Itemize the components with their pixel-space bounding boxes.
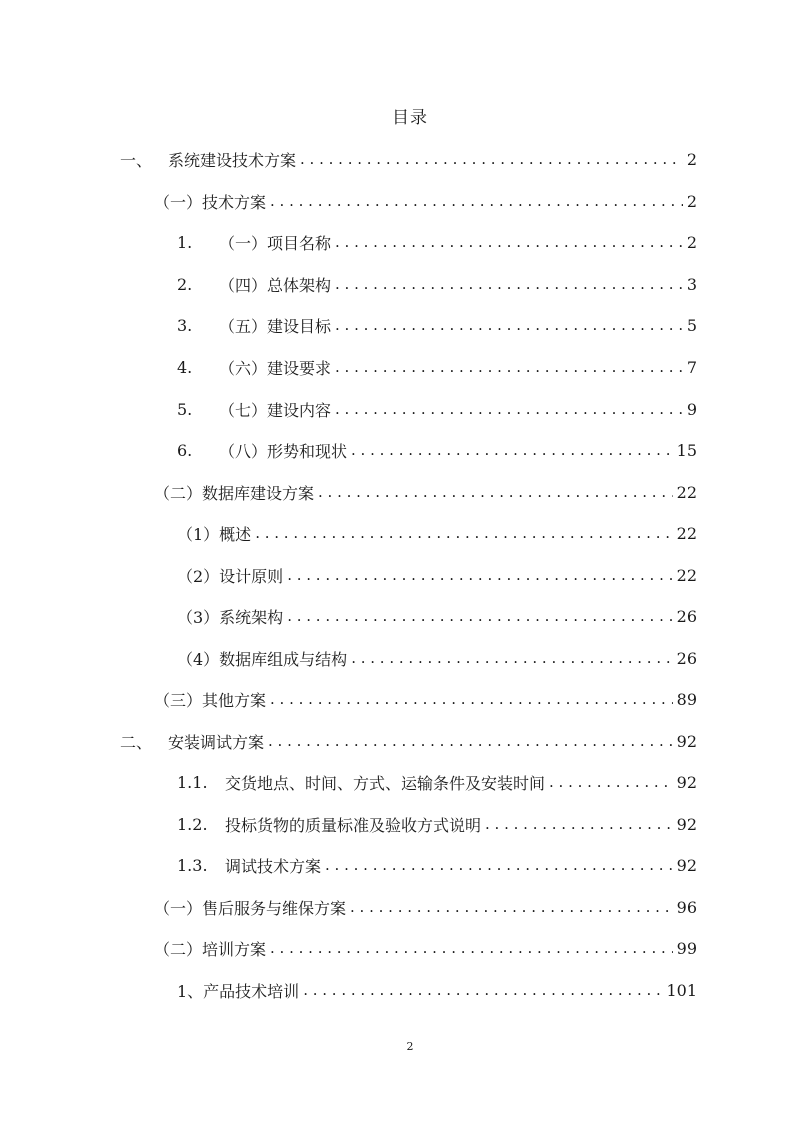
toc-leader-dots	[287, 563, 672, 587]
toc-entry[interactable]	[177, 397, 697, 421]
toc-entry-label: （一）技术方案	[154, 192, 267, 212]
toc-leader-dots	[287, 604, 672, 628]
toc-entry[interactable]	[177, 604, 697, 628]
toc-entry-label: （一）售后服务与维保方案	[154, 898, 347, 918]
toc-leader-dots	[335, 355, 683, 379]
toc-leader-dots	[318, 480, 673, 504]
toc-entry[interactable]	[177, 521, 697, 545]
toc-entry[interactable]	[177, 812, 697, 836]
toc-entry[interactable]	[154, 189, 697, 213]
toc-entry-label: （四）总体架构	[219, 275, 332, 295]
toc-leader-dots	[270, 936, 673, 960]
toc-entry-label: （1）概述	[177, 524, 252, 544]
toc-entry-page: 26	[676, 606, 697, 626]
toc-leader-dots	[303, 978, 662, 1002]
toc-entry-page: 2	[686, 232, 697, 252]
toc-entry-label: 交货地点、时间、方式、运输条件及安装时间	[225, 773, 546, 793]
toc-entry-page: 22	[676, 565, 697, 585]
toc-entry-page: 22	[676, 482, 697, 502]
toc-entry[interactable]	[154, 480, 697, 504]
toc-entry[interactable]	[177, 978, 697, 1002]
toc-leader-dots	[485, 812, 673, 836]
toc-leader-dots	[335, 313, 683, 337]
toc-entry-label: （七）建设内容	[219, 400, 332, 420]
toc-entry[interactable]	[154, 936, 697, 960]
toc-entry-label: （2）设计原则	[177, 566, 284, 586]
toc-entry-page: 92	[676, 814, 697, 834]
toc-entry-page: 101	[666, 980, 697, 1000]
toc-entry[interactable]	[177, 272, 697, 296]
toc-entry-label: 投标货物的质量标准及验收方式说明	[225, 815, 482, 835]
toc-entry[interactable]	[177, 313, 697, 337]
toc-entry-number: 5.	[177, 399, 193, 419]
toc-entry[interactable]	[177, 770, 697, 794]
toc-entry-number: 6.	[177, 440, 193, 460]
toc-entry-page: 92	[676, 731, 697, 751]
toc-entry-page: 2	[686, 191, 697, 211]
toc-entry-label: （八）形势和现状	[219, 441, 348, 461]
toc-leader-dots	[325, 853, 673, 877]
toc-leader-dots	[335, 397, 683, 421]
toc-leader-dots	[351, 646, 672, 670]
toc-leader-dots	[270, 687, 673, 711]
toc-entry-page: 5	[686, 315, 697, 335]
toc-entry[interactable]	[120, 729, 697, 753]
toc-entry-page: 26	[676, 648, 697, 668]
toc-entry-page: 2	[686, 149, 697, 169]
toc-entry[interactable]	[177, 230, 697, 254]
toc-leader-dots	[335, 272, 683, 296]
toc-entry-page: 22	[676, 523, 697, 543]
toc-entry-page: 7	[686, 357, 697, 377]
toc-entry[interactable]	[120, 147, 697, 171]
toc-leader-dots	[351, 438, 673, 462]
toc-entry-number: 一、	[120, 150, 153, 170]
toc-entry-label: （一）项目名称	[219, 233, 332, 253]
toc-entry-page: 99	[676, 938, 697, 958]
toc-entry[interactable]	[154, 895, 697, 919]
toc-entry[interactable]	[177, 438, 697, 462]
toc-entry-number: 2.	[177, 274, 193, 294]
toc-entry[interactable]	[177, 563, 697, 587]
toc-entry-number: 1.1.	[177, 772, 208, 792]
toc-entry-label: 调试技术方案	[225, 856, 322, 876]
toc-entry-label: （三）其他方案	[154, 690, 267, 710]
toc-entry-label: （4）数据库组成与结构	[177, 649, 348, 669]
toc-entry-number: 1.2.	[177, 814, 208, 834]
toc-entry[interactable]	[154, 687, 697, 711]
toc-leader-dots	[255, 521, 672, 545]
toc-entry-page: 96	[676, 897, 697, 917]
toc-leader-dots	[549, 770, 673, 794]
toc-entry-label: （二）数据库建设方案	[154, 483, 315, 503]
toc-entry[interactable]	[177, 853, 697, 877]
toc-entry-page: 3	[686, 274, 697, 294]
toc-leader-dots	[270, 189, 683, 213]
toc-entry[interactable]	[177, 355, 697, 379]
toc-title: 目录	[392, 108, 428, 128]
toc-entry-page: 15	[676, 440, 697, 460]
toc-entry-label: 1、产品技术培训	[177, 981, 300, 1001]
toc-entry-label: 系统建设技术方案	[168, 150, 297, 170]
toc-entry-page: 92	[676, 855, 697, 875]
toc-entry-label: （3）系统架构	[177, 607, 284, 627]
toc-entry-number: 1.3.	[177, 855, 208, 875]
toc-leader-dots	[335, 230, 683, 254]
toc-entry-label: （五）建设目标	[219, 316, 332, 336]
toc-entry[interactable]	[177, 646, 697, 670]
toc-leader-dots	[268, 729, 673, 753]
toc-entry-label: （二）培训方案	[154, 939, 267, 959]
toc-entry-page: 92	[676, 772, 697, 792]
toc-entry-page: 9	[686, 399, 697, 419]
toc-entry-number: 4.	[177, 357, 193, 377]
toc-leader-dots	[300, 147, 683, 171]
toc-entry-number: 3.	[177, 315, 193, 335]
toc-entry-label: 安装调试方案	[168, 732, 265, 752]
toc-entry-label: （六）建设要求	[219, 358, 332, 378]
toc-entry-page: 89	[676, 689, 697, 709]
toc-leader-dots	[350, 895, 673, 919]
page-number-footer: 2	[406, 1040, 414, 1053]
toc-entry-number: 二、	[120, 732, 153, 752]
toc-entry-number: 1.	[177, 232, 193, 252]
